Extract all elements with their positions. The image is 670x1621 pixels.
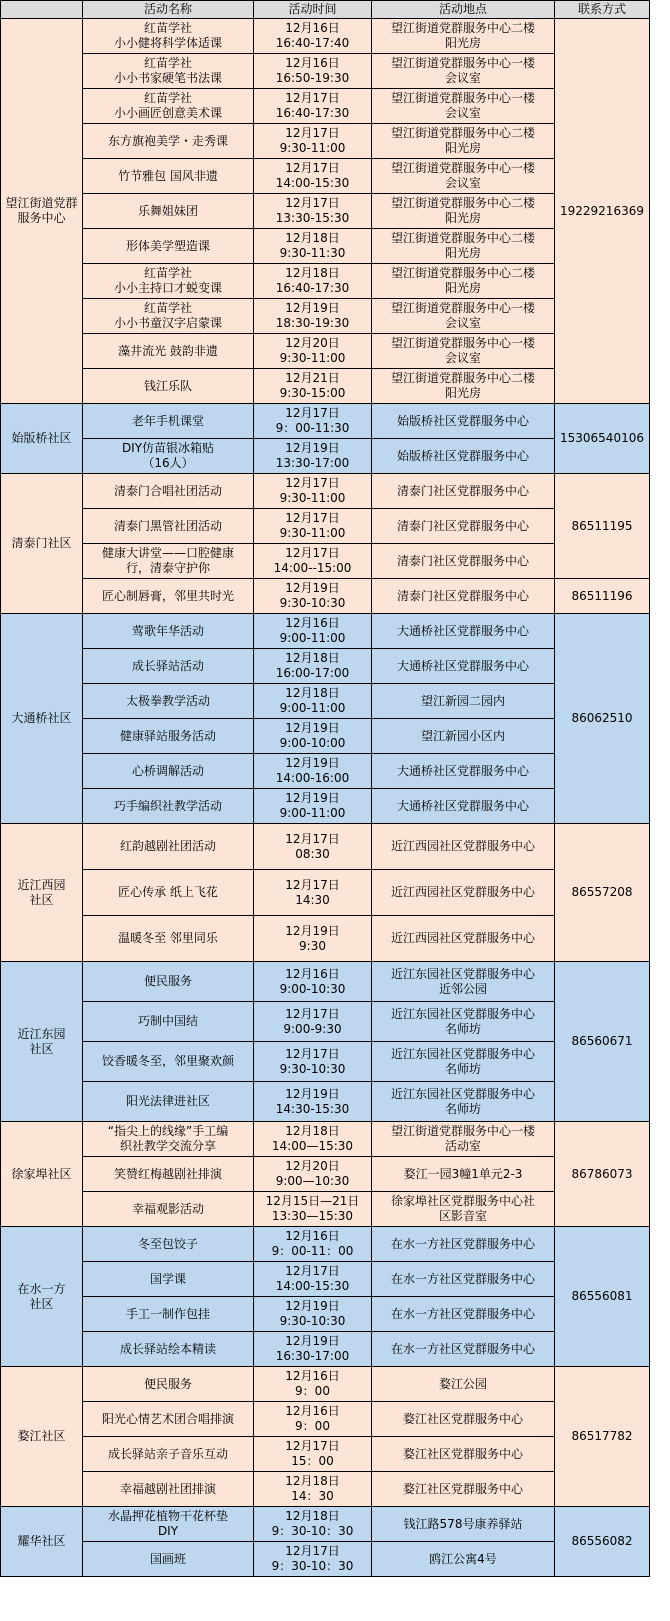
activity-name-cell: 东方旗袍美学・走秀课 bbox=[83, 124, 254, 159]
community-cell: 婺江社区 bbox=[1, 1367, 83, 1507]
activity-location-cell: 清泰门社区党群服务中心 bbox=[372, 544, 555, 579]
activity-name-cell: 国画班 bbox=[83, 1542, 254, 1577]
header-community bbox=[1, 1, 83, 19]
table-row bbox=[1, 1402, 650, 1437]
table-row bbox=[1, 1122, 650, 1157]
table-row bbox=[1, 54, 650, 89]
table-row bbox=[1, 1542, 650, 1577]
table-row bbox=[1, 159, 650, 194]
activity-name-cell: 健康驿站服务活动 bbox=[83, 719, 254, 754]
activity-location-cell: 清泰门社区党群服务中心 bbox=[372, 474, 555, 509]
header-contact: 联系方式 bbox=[555, 1, 650, 19]
table-row bbox=[1, 1507, 650, 1542]
table-row bbox=[1, 299, 650, 334]
activity-time-cell: 12月17日 9:30-10:30 bbox=[254, 1042, 372, 1082]
contact-cell: 86786073 bbox=[555, 1122, 650, 1227]
activity-name-cell: 便民服务 bbox=[83, 962, 254, 1002]
table-row bbox=[1, 19, 650, 54]
table-row bbox=[1, 404, 650, 439]
activity-time-cell: 12月17日 9:30-11:00 bbox=[254, 509, 372, 544]
activity-location-cell: 望江街道党群服务中心一楼 活动室 bbox=[372, 1122, 555, 1157]
activity-name-cell: 冬至包饺子 bbox=[83, 1227, 254, 1262]
activity-location-cell: 始版桥社区党群服务中心 bbox=[372, 439, 555, 474]
community-cell: 始版桥社区 bbox=[1, 404, 83, 474]
table-row bbox=[1, 89, 650, 124]
activity-time-cell: 12月18日 16:00-17:00 bbox=[254, 649, 372, 684]
activity-location-cell: 婺江社区党群服务中心 bbox=[372, 1402, 555, 1437]
activity-name-cell: 笑赞红梅越剧社排演 bbox=[83, 1157, 254, 1192]
activity-time-cell: 12月17日 9：00-11:30 bbox=[254, 404, 372, 439]
activity-name-cell: 幸福观影活动 bbox=[83, 1192, 254, 1227]
activity-time-cell: 12月16日 16:40-17:40 bbox=[254, 19, 372, 54]
activity-name-cell: 红苗学社 小小书家硬笔书法课 bbox=[83, 54, 254, 89]
activity-name-cell: 阳光法律进社区 bbox=[83, 1082, 254, 1122]
activity-name-cell: 巧制中国结 bbox=[83, 1002, 254, 1042]
activity-location-cell: 始版桥社区党群服务中心 bbox=[372, 404, 555, 439]
activity-name-cell: 老年手机课堂 bbox=[83, 404, 254, 439]
activity-time-cell: 12月18日 9:30-11:30 bbox=[254, 229, 372, 264]
activity-time-cell: 12月17日 08:30 bbox=[254, 824, 372, 870]
activity-location-cell: 望江街道党群服务中心二楼 阳光房 bbox=[372, 229, 555, 264]
activity-location-cell: 清泰门社区党群服务中心 bbox=[372, 509, 555, 544]
contact-cell: 86511195 bbox=[555, 474, 650, 579]
table-row bbox=[1, 719, 650, 754]
activity-location-cell: 望江街道党群服务中心二楼 阳光房 bbox=[372, 19, 555, 54]
activity-name-cell: 乐舞姐妹团 bbox=[83, 194, 254, 229]
activity-name-cell: 清泰门合唱社团活动 bbox=[83, 474, 254, 509]
activity-time-cell: 12月18日 16:40-17:30 bbox=[254, 264, 372, 299]
activity-name-cell: 清泰门黑管社团活动 bbox=[83, 509, 254, 544]
activity-location-cell: 婺江社区党群服务中心 bbox=[372, 1472, 555, 1507]
table-row bbox=[1, 579, 650, 614]
header-activity-time: 活动时间 bbox=[254, 1, 372, 19]
community-cell: 在水一方 社区 bbox=[1, 1227, 83, 1367]
activity-location-cell: 婺江社区党群服务中心 bbox=[372, 1437, 555, 1472]
activity-time-cell: 12月19日 9:30-10:30 bbox=[254, 579, 372, 614]
community-cell: 大通桥社区 bbox=[1, 614, 83, 824]
activity-location-cell: 在水一方社区党群服务中心 bbox=[372, 1262, 555, 1297]
activity-time-cell: 12月19日 9:30-10:30 bbox=[254, 1297, 372, 1332]
activity-location-cell: 望江新园小区内 bbox=[372, 719, 555, 754]
activity-location-cell: 望江街道党群服务中心二楼 阳光房 bbox=[372, 194, 555, 229]
table-row bbox=[1, 369, 650, 404]
activity-time-cell: 12月20日 9:00—10:30 bbox=[254, 1157, 372, 1192]
activity-time-cell: 12月20日 9:30-11:00 bbox=[254, 334, 372, 369]
activity-location-cell: 近江东园社区党群服务中心 名师坊 bbox=[372, 1002, 555, 1042]
activity-location-cell: 徐家埠社区党群服务中心社 区影音室 bbox=[372, 1192, 555, 1227]
activity-name-cell: 心桥调解活动 bbox=[83, 754, 254, 789]
table-row bbox=[1, 439, 650, 474]
table-row bbox=[1, 264, 650, 299]
activity-name-cell: 巧手编织社教学活动 bbox=[83, 789, 254, 824]
activity-location-cell: 鸥江公寓4号 bbox=[372, 1542, 555, 1577]
activity-time-cell: 12月17日 9:30-11:00 bbox=[254, 124, 372, 159]
activity-time-cell: 12月18日 9:00-11:00 bbox=[254, 684, 372, 719]
activity-name-cell: 健康大讲堂——口腔健康 行，清泰守护你 bbox=[83, 544, 254, 579]
activity-name-cell: 便民服务 bbox=[83, 1367, 254, 1402]
activity-location-cell: 望江街道党群服务中心一楼 会议室 bbox=[372, 89, 555, 124]
community-cell: 清泰门社区 bbox=[1, 474, 83, 614]
activity-location-cell: 在水一方社区党群服务中心 bbox=[372, 1227, 555, 1262]
activity-name-cell: 红苗学社 小小书童汉字启蒙课 bbox=[83, 299, 254, 334]
activity-name-cell: 阳光心情艺术团合唱排演 bbox=[83, 1402, 254, 1437]
activity-location-cell: 婺江公园 bbox=[372, 1367, 555, 1402]
activity-time-cell: 12月17日 14:00-15:30 bbox=[254, 159, 372, 194]
activity-time-cell: 12月21日 9:30-15:00 bbox=[254, 369, 372, 404]
activity-location-cell: 望江街道党群服务中心一楼 会议室 bbox=[372, 159, 555, 194]
activity-name-cell: 红韵越剧社团活动 bbox=[83, 824, 254, 870]
activity-name-cell: 匠心传承 纸上飞花 bbox=[83, 870, 254, 916]
table-row bbox=[1, 962, 650, 1002]
activity-name-cell: 饺香暖冬至，邻里聚欢颜 bbox=[83, 1042, 254, 1082]
activity-location-cell: 在水一方社区党群服务中心 bbox=[372, 1297, 555, 1332]
activity-location-cell: 大通桥社区党群服务中心 bbox=[372, 649, 555, 684]
activity-location-cell: 望江街道党群服务中心一楼 会议室 bbox=[372, 54, 555, 89]
activity-name-cell: DIY仿苗银冰箱贴 （16人） bbox=[83, 439, 254, 474]
activity-name-cell: 竹节雅包 国风非遗 bbox=[83, 159, 254, 194]
header-activity-name: 活动名称 bbox=[83, 1, 254, 19]
activity-name-cell: 钱江乐队 bbox=[83, 369, 254, 404]
contact-cell: 86560671 bbox=[555, 962, 650, 1122]
contact-cell: 19229216369 bbox=[555, 19, 650, 404]
table-row bbox=[1, 474, 650, 509]
activity-time-cell: 12月18日 14：30 bbox=[254, 1472, 372, 1507]
activity-location-cell: 望江街道党群服务中心二楼 阳光房 bbox=[372, 369, 555, 404]
activity-name-cell: 太极拳教学活动 bbox=[83, 684, 254, 719]
contact-cell: 86517782 bbox=[555, 1367, 650, 1507]
activity-location-cell: 大通桥社区党群服务中心 bbox=[372, 614, 555, 649]
activity-location-cell: 望江街道党群服务中心二楼 阳光房 bbox=[372, 264, 555, 299]
table-row bbox=[1, 1157, 650, 1192]
activity-name-cell: 莺歌年华活动 bbox=[83, 614, 254, 649]
activity-time-cell: 12月19日 13:30-17:00 bbox=[254, 439, 372, 474]
table-row bbox=[1, 1227, 650, 1262]
community-cell: 近江东园 社区 bbox=[1, 962, 83, 1122]
community-cell: 望江街道党群服务中心 bbox=[1, 19, 83, 404]
activity-time-cell: 12月16日 9：00-11：00 bbox=[254, 1227, 372, 1262]
table-row bbox=[1, 916, 650, 962]
table-row bbox=[1, 1297, 650, 1332]
activity-time-cell: 12月17日 9：30-10：30 bbox=[254, 1542, 372, 1577]
table-row bbox=[1, 1082, 650, 1122]
activity-name-cell: 成长驿站亲子音乐互动 bbox=[83, 1437, 254, 1472]
activity-time-cell: 12月19日 9:00-10:00 bbox=[254, 719, 372, 754]
activity-time-cell: 12月16日 9：00 bbox=[254, 1402, 372, 1437]
community-cell: 近江西园 社区 bbox=[1, 824, 83, 962]
table-row bbox=[1, 1002, 650, 1042]
activity-name-cell: 匠心制唇膏，邻里共时光 bbox=[83, 579, 254, 614]
table-row bbox=[1, 614, 650, 649]
activity-name-cell: 红苗学社 小小健将科学体适课 bbox=[83, 19, 254, 54]
table-row bbox=[1, 1472, 650, 1507]
activity-name-cell: 手工一制作包挂 bbox=[83, 1297, 254, 1332]
activity-time-cell: 12月19日 14:30-15:30 bbox=[254, 1082, 372, 1122]
activity-location-cell: 婺江一园3幢1单元2-3 bbox=[372, 1157, 555, 1192]
contact-cell: 86062510 bbox=[555, 614, 650, 824]
table-row bbox=[1, 1042, 650, 1082]
table-row bbox=[1, 334, 650, 369]
activity-name-cell: 红苗学社 小小主持口才蜕变课 bbox=[83, 264, 254, 299]
activity-location-cell: 望江新园二园内 bbox=[372, 684, 555, 719]
contact-cell: 86511196 bbox=[555, 579, 650, 614]
table-row bbox=[1, 754, 650, 789]
table-body bbox=[1, 19, 650, 1577]
activity-time-cell: 12月17日 15：00 bbox=[254, 1437, 372, 1472]
activity-time-cell: 12月17日 14:30 bbox=[254, 870, 372, 916]
activity-name-cell: 藻井流光 鼓韵非遗 bbox=[83, 334, 254, 369]
activity-name-cell: 水晶押花植物干花杯垫 DIY bbox=[83, 1507, 254, 1542]
table-row bbox=[1, 1332, 650, 1367]
activity-location-cell: 近江西园社区党群服务中心 bbox=[372, 870, 555, 916]
activity-time-cell: 12月15日—21日 13:30—15:30 bbox=[254, 1192, 372, 1227]
activity-location-cell: 清泰门社区党群服务中心 bbox=[372, 579, 555, 614]
activity-name-cell: 幸福越剧社团排演 bbox=[83, 1472, 254, 1507]
activity-time-cell: 12月19日 18:30-19:30 bbox=[254, 299, 372, 334]
table-row bbox=[1, 124, 650, 159]
table-row bbox=[1, 194, 650, 229]
activity-name-cell: 成长驿站活动 bbox=[83, 649, 254, 684]
activity-time-cell: 12月18日 14:00—15:30 bbox=[254, 1122, 372, 1157]
contact-cell: 86557208 bbox=[555, 824, 650, 962]
activity-time-cell: 12月17日 9:00-9:30 bbox=[254, 1002, 372, 1042]
table-row bbox=[1, 870, 650, 916]
community-cell: 徐家埠社区 bbox=[1, 1122, 83, 1227]
activity-name-cell: “指尖上的线缘”手工编 织社教学交流分享 bbox=[83, 1122, 254, 1157]
activity-time-cell: 12月19日 14:00-16:00 bbox=[254, 754, 372, 789]
activity-name-cell: 国学课 bbox=[83, 1262, 254, 1297]
activity-location-cell: 望江街道党群服务中心一楼 会议室 bbox=[372, 334, 555, 369]
activity-time-cell: 12月16日 9:00-11:00 bbox=[254, 614, 372, 649]
activity-time-cell: 12月18日 9：30-10：30 bbox=[254, 1507, 372, 1542]
activity-time-cell: 12月16日 16:50-19:30 bbox=[254, 54, 372, 89]
table-row bbox=[1, 544, 650, 579]
activity-time-cell: 12月17日 16:40-17:30 bbox=[254, 89, 372, 124]
activity-time-cell: 12月17日 9:30-11:00 bbox=[254, 474, 372, 509]
table-row bbox=[1, 824, 650, 870]
header-row bbox=[1, 1, 650, 19]
activity-name-cell: 温暖冬至 邻里同乐 bbox=[83, 916, 254, 962]
activity-location-cell: 近江东园社区党群服务中心 名师坊 bbox=[372, 1042, 555, 1082]
contact-cell: 86556082 bbox=[555, 1507, 650, 1577]
activity-time-cell: 12月16日 9：00 bbox=[254, 1367, 372, 1402]
activity-location-cell: 大通桥社区党群服务中心 bbox=[372, 789, 555, 824]
activity-time-cell: 12月17日 14:00--15:00 bbox=[254, 544, 372, 579]
table-row bbox=[1, 229, 650, 264]
table-row bbox=[1, 789, 650, 824]
header-activity-location: 活动地点 bbox=[372, 1, 555, 19]
activity-location-cell: 望江街道党群服务中心一楼 会议室 bbox=[372, 299, 555, 334]
table-row bbox=[1, 1262, 650, 1297]
activity-location-cell: 大通桥社区党群服务中心 bbox=[372, 754, 555, 789]
table-row bbox=[1, 684, 650, 719]
table-row bbox=[1, 1367, 650, 1402]
activity-time-cell: 12月17日 13:30-15:30 bbox=[254, 194, 372, 229]
activity-location-cell: 近江东园社区党群服务中心 近邻公园 bbox=[372, 962, 555, 1002]
table-row bbox=[1, 1437, 650, 1472]
activity-location-cell: 近江西园社区党群服务中心 bbox=[372, 916, 555, 962]
activity-time-cell: 12月17日 14:00-15:30 bbox=[254, 1262, 372, 1297]
activity-location-cell: 在水一方社区党群服务中心 bbox=[372, 1332, 555, 1367]
activity-time-cell: 12月19日 9:30 bbox=[254, 916, 372, 962]
activity-location-cell: 望江街道党群服务中心二楼 阳光房 bbox=[372, 124, 555, 159]
activity-time-cell: 12月16日 9:00-10:30 bbox=[254, 962, 372, 1002]
activity-location-cell: 近江东园社区党群服务中心 名师坊 bbox=[372, 1082, 555, 1122]
activity-location-cell: 近江西园社区党群服务中心 bbox=[372, 824, 555, 870]
table-row bbox=[1, 509, 650, 544]
table-row bbox=[1, 649, 650, 684]
table-row bbox=[1, 1192, 650, 1227]
activity-time-cell: 12月19日 9:00-11:00 bbox=[254, 789, 372, 824]
community-cell: 耀华社区 bbox=[1, 1507, 83, 1577]
contact-cell: 15306540106 bbox=[555, 404, 650, 474]
contact-cell: 86556081 bbox=[555, 1227, 650, 1367]
activity-name-cell: 红苗学社 小小画匠创意美术课 bbox=[83, 89, 254, 124]
activity-time-cell: 12月19日 16:30-17:00 bbox=[254, 1332, 372, 1367]
activity-name-cell: 成长驿站绘本精读 bbox=[83, 1332, 254, 1367]
activity-name-cell: 形体美学塑造课 bbox=[83, 229, 254, 264]
activity-location-cell: 钱江路578号康养驿站 bbox=[372, 1507, 555, 1542]
